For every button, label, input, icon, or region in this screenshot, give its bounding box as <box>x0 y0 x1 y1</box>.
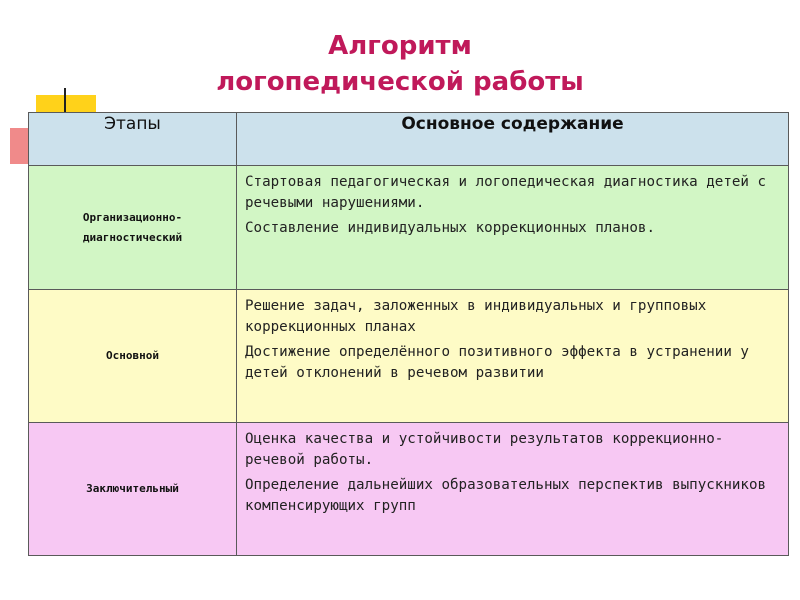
decorative-pink-block <box>10 128 30 164</box>
header-stages: Этапы <box>29 113 237 166</box>
header-content: Основное содержание <box>237 113 789 166</box>
table-header-row <box>29 113 789 166</box>
stage-label-line: диагностический <box>82 230 183 244</box>
stage-cell <box>29 290 237 423</box>
stage-label-line: Заключительный <box>86 482 179 495</box>
content-paragraph: Стартовая педагогическая и логопедическая диагностика детей с речевыми нарушениями. <box>245 174 767 211</box>
content-paragraph: Достижение определённого позитивного эффекта в устранении у детей отклонений в речевом развитии <box>245 344 749 381</box>
table-row <box>29 166 789 290</box>
content-paragraph: Оценка качества и устойчивости результатов коррекционно-речевой работы. <box>245 431 724 468</box>
stage-label-line: Организационно- <box>82 210 183 224</box>
content-paragraph: Составление индивидуальных коррекционных планов. <box>245 220 655 236</box>
content-cell <box>237 290 789 423</box>
content-paragraph: Определение дальнейших образовательных перспектив выпускников компенсирующих групп <box>245 477 767 514</box>
stage-label-line: Основной <box>106 349 159 362</box>
table-row <box>29 423 789 556</box>
title-line-1: Алгоритм <box>328 31 472 61</box>
stage-cell <box>29 423 237 556</box>
content-cell <box>237 423 789 556</box>
slide-title <box>0 28 800 100</box>
content-cell <box>237 166 789 290</box>
table-row <box>29 290 789 423</box>
algorithm-table <box>28 112 789 556</box>
stage-cell <box>29 166 237 290</box>
title-line-2: логопедической работы <box>216 67 584 97</box>
content-paragraph: Решение задач, заложенных в индивидуальных и групповых коррекционных планах <box>245 298 707 335</box>
